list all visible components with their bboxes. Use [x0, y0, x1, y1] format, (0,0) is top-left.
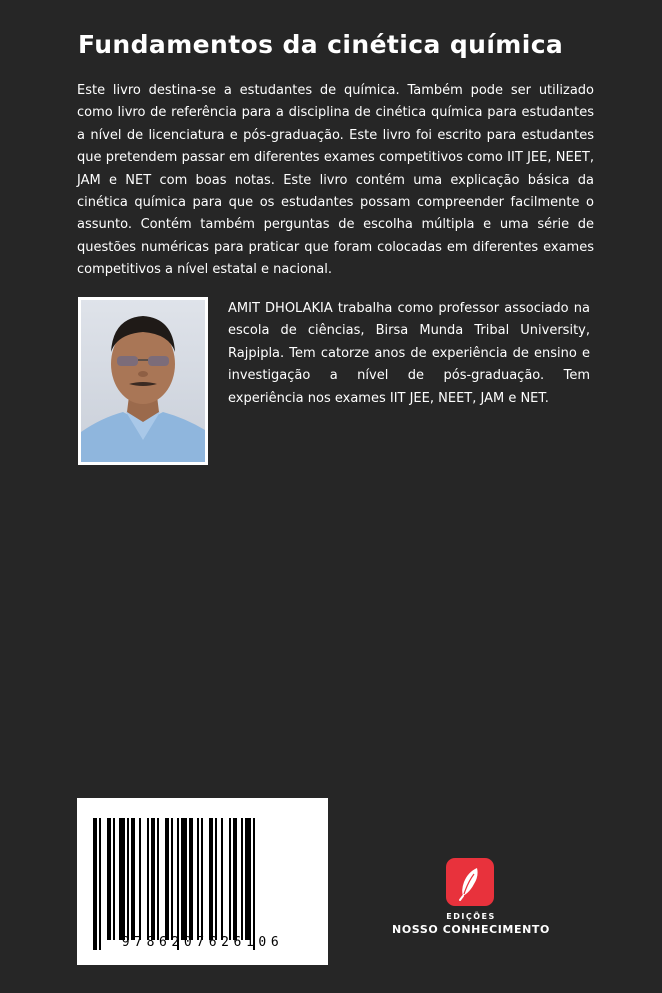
barcode-bar [93, 818, 97, 950]
barcode-bar [131, 818, 135, 940]
publisher-logo [446, 858, 494, 906]
barcode-bar [171, 818, 173, 940]
barcode-bar [127, 818, 129, 940]
publisher-label: EDIÇÕES [446, 912, 496, 921]
barcode-bar [229, 818, 231, 940]
barcode-bar [245, 818, 251, 940]
barcode-bar [209, 818, 213, 940]
barcode-bar [221, 818, 223, 940]
barcode-bar [215, 818, 217, 940]
barcode-bar [233, 818, 237, 940]
barcode-bar [201, 818, 203, 940]
barcode-bar [241, 818, 243, 940]
barcode-bar [253, 818, 255, 950]
publisher-name: NOSSO CONHECIMENTO [392, 923, 550, 936]
barcode-bar [177, 818, 179, 950]
book-description: Este livro destina-se a estudantes de química. Também pode ser utilizado como livro de referência para a disciplina de cinética química para estudantes a nível de licenciatura e pós-graduação. Este livro foi escrito para estudantes que pretendem passar em diferentes exames competitivos como IIT JEE, NEET, JAM e NET com boas notas. Este livro contém uma explicação básica da cinética química para que os estudantes possam compreender facilmente o assunto. Contém também perguntas de escolha múltipla e uma série de questões numéricas para praticar que foram colocadas em diferentes exames competitivos a nível estatal e nacional. [77, 83, 594, 278]
author-bio: AMIT DHOLAKIA trabalha como professor associado na escola de ciências, Birsa Munda Tribal University, Rajpipla. Tem catorze anos de experiência de ensino e investigação a nível de pós-graduação. Tem experiência nos exames IIT JEE, NEET, JAM e NET. [228, 301, 590, 406]
barcode-bar [139, 818, 141, 940]
barcode-bar [181, 818, 187, 940]
barcode-bar [189, 818, 193, 940]
barcode-bar [165, 818, 169, 940]
barcode-bar [119, 818, 125, 940]
isbn-barcode [77, 798, 328, 965]
barcode-bar [147, 818, 149, 940]
author-photo [78, 297, 208, 465]
barcode-bar [107, 818, 111, 940]
barcode-bar [157, 818, 159, 940]
barcode-bar [113, 818, 115, 940]
author-portrait-image [81, 300, 205, 462]
book-title: Fundamentos da cinética química [78, 30, 564, 59]
feather-icon [446, 858, 494, 906]
barcode-number: 9786207626106 [121, 935, 284, 950]
barcode-bar [197, 818, 199, 940]
barcode-bar [99, 818, 101, 950]
barcode-bar [151, 818, 155, 940]
